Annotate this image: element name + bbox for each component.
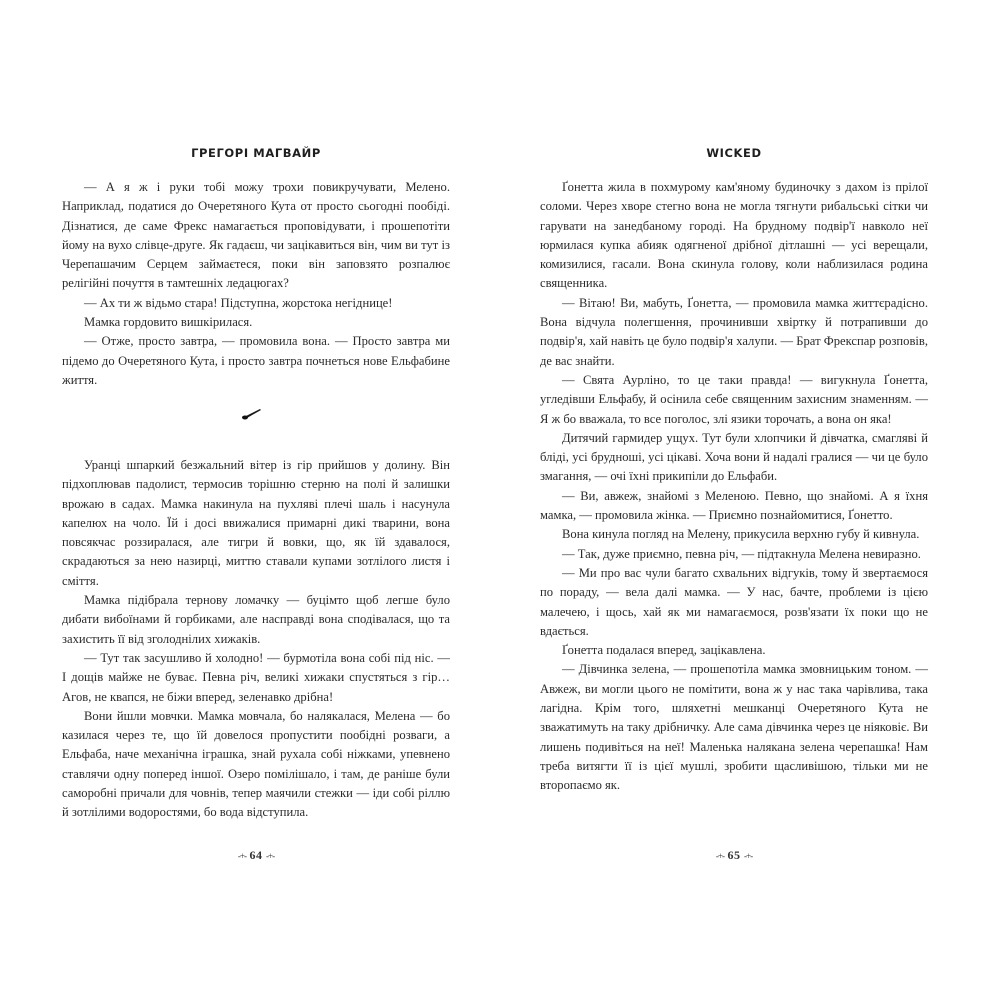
paragraph: Мамка підібрала тернову ломачку — буцімто щоб легше було дибати вибоїнами й горбиками, але насправді вона сподівалася, що та захистить її від зголоднілих хижаків.: [62, 593, 450, 646]
page-number-value: 65: [727, 848, 741, 862]
paragraph: Дитячий гармидер ущух. Тут були хлопчики й дівчатка, смагляві й бліді, усі брудноші, усі цікаві. Хоча вони й надалі гралися — чи це було змагання, — очі їхні прикипіли до Ельфаби.: [540, 430, 928, 484]
paragraph: Ґонетта жила в похмурому кам'яному будиночку з дахом із прілої соломи. Через хворе стегно вона не могла тягнути рибальські сітки чи гарувати на занедбаному городі. На брудному подвір'ї навколо неї юрмилася купка абияк одягненої дрібної дітлашні — усі верещали, комизилися, гасали. Вона скинула голову, коли наблизилася родина священника.: [540, 180, 928, 291]
folio-ornament-left-icon: -+-: [237, 851, 246, 861]
folio-ornament-right-icon: -+-: [266, 851, 275, 861]
paragraph: Ґонетта подалася вперед, зацікавлена.: [562, 643, 766, 658]
quill-ornament-icon: [238, 402, 268, 422]
right-page-text: [540, 178, 928, 796]
left-page: [62, 0, 450, 1000]
paragraph: Вони йшли мовчки. Мамка мовчала, бо налякалася, Мелена — бо казилася через те, що їй довелося пропустити пообідні розваги, а Ельфаба, наче механічна іграшка, знай рухала собі ніжками, упевнено ставлячи одну поперед іншої. Озеро помілішало, і там, де раніше були саморобні причали для човнів, тепер маячили стежки — іди собі ріллю й зотлілими водоростями, бо вода відступила.: [62, 708, 450, 820]
paragraph: Мамка гордовито вишкірилася.: [84, 315, 253, 330]
running-head-title: WICKED: [706, 146, 762, 160]
paragraph: — Ми про вас чули багато схвальних відгуків, тому й звертаємося по пораду, — вела далі мамка. — У нас, бачте, проблеми із цією малечею, і щось, хай як ми намагаємося, розв'язати їх поки що не вдається.: [540, 565, 928, 638]
left-page-section-1: [62, 178, 450, 390]
paragraph: — Ах ти ж відьмо стара! Підступна, жорстока негіднице!: [84, 295, 393, 310]
paragraph: — Тут так засушливо й холодно! — бурмотіла вона собі під ніс. — І дощів майже не буває. Певна річ, великі хижаки спустяться з гір… Агов, не квапся, не біжи вперед, зеленавко дрібна!: [62, 650, 450, 704]
paragraph: — Дівчинка зелена, — прошепотіла мамка змовницьким тоном. — Авжеж, ви могли цього не помітити, вона ж у нас така чарівлива, така лагідна. Крім того, шляхетні мешканці Очеретяного Кута не зважатимуть на таку дрібничку. Але сама дівчинка через це ніяковіє. Ви лишень подивіться на неї! Маленька налякана зелена черепашка! Нам треба витягти її із цієї мушлі, зробити щасливішою, тільки ми не второпаємо як.: [540, 662, 928, 793]
left-page-section-2: [62, 456, 450, 823]
folio-ornament-left-icon: -+-: [715, 851, 724, 861]
paragraph: Уранці шпаркий безжальний вітер із гір прийшов у долину. Він підхоплював падолист, термосив торішню стерню на полі й залишки врожаю в садах. Мамка накинула на пухляві плечі шаль і насунула капелюх на чоло. Їй і досі ввижалися примарні дикі тварини, вона повсякчас роззиралася, але тигри й вовки, що, як їй здавалося, скрадаються за нею назирці, миттю ставали купами зотлілого листя і сміття.: [62, 458, 450, 588]
paragraph: Вона кинула погляд на Мелену, прикусила верхню губу й кивнула.: [562, 527, 920, 542]
right-page: [540, 0, 928, 1000]
paragraph: — Вітаю! Ви, мабуть, Ґонетта, — промовила мамка життєрадісно. Вона відчула полегшення, прочинивши хвіртку й потрапивши до подвір'я, хай навіть це було подвір'я халупи. — Брат Фрекспар розповів, де вас знайти.: [540, 295, 928, 368]
paragraph: — Свята Аурліно, то це таки правда! — вигукнула Ґонетта, угледівши Ельфабу, й осінила себе священним захисним знаменням. — Я ж бо вважала, то все поголос, злі язики торочать, а вона он яка!: [540, 372, 928, 426]
page-number: [62, 848, 450, 863]
folio-ornament-right-icon: -+-: [744, 851, 753, 861]
page-number: [540, 848, 928, 863]
paragraph: — Ви, авжеж, знайомі з Меленою. Певно, що знайомі. А я їхня мамка, — промовила жінка. — Приємно познайомитися, Ґонетто.: [540, 488, 928, 523]
paragraph: — Так, дуже приємно, певна річ, — підтакнула Мелена невиразно.: [562, 546, 921, 561]
paragraph: — Отже, просто завтра, — промовила вона. — Просто завтра ми підемо до Очеретяного Кута, і просто завтра почнеться нове Ельфабине життя.: [62, 334, 450, 387]
page-number-value: 64: [249, 848, 263, 862]
running-head-author: ГРЕГОРІ МАГВАЙР: [191, 146, 321, 160]
paragraph: — А я ж і руки тобі можу трохи повикручувати, Мелено. Наприклад, податися до Очеретяного Кута от просто сьогодні пообіді. Дізнатися, де саме Фрекс намагається проповідувати, і прошепотіти йому на вухо слівце-друге. Як гадаєш, чи зацікавиться він, чим ви тут із Черепашачим Серцем займаєтеся, поки він заповзято розпалює релігійні почуття в тамтешніх ледацюгах?: [62, 180, 450, 291]
